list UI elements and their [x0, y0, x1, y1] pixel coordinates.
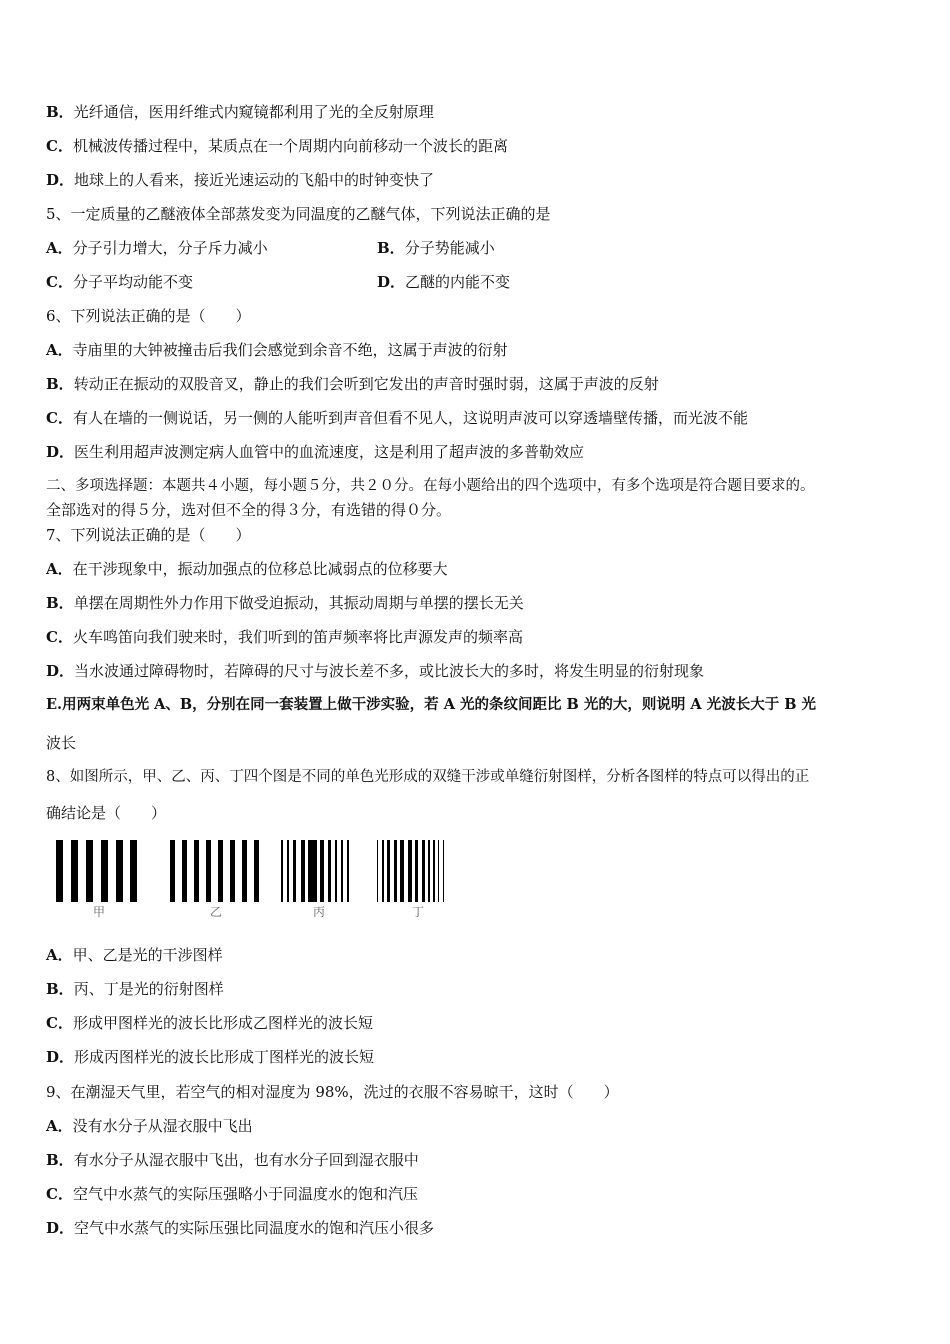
stripe [428, 840, 430, 902]
q4-option-d [46, 170, 434, 190]
q6-option-b [46, 374, 659, 394]
stripe [320, 840, 324, 902]
option-key: C． [46, 628, 73, 646]
figure-label-bing: 丙 [313, 905, 326, 919]
q8-stem-line-2: 确结论是（ ） [46, 804, 167, 822]
option-key: D． [46, 1048, 75, 1066]
q7-option-e-line-1: E.用两束单色光 A、B，分别在同一套装置上做干涉实验，若 A 光的条纹间距比 B 光的大，则说明 A 光波长大于 B 光 [46, 696, 817, 713]
stripe [438, 840, 439, 902]
stripe [443, 840, 444, 902]
stripe [86, 840, 93, 902]
q7-option-c [46, 627, 523, 647]
q5-option-c [46, 273, 193, 291]
option-key: A． [46, 946, 73, 964]
option-text: 分子平均动能不变 [72, 273, 193, 291]
option-text: 机械波传播过程中，某质点在一个周期内向前移动一个波长的距离 [72, 137, 508, 155]
stripe [335, 840, 337, 902]
q7-stem: 7、下列说法正确的是（ ） [46, 526, 251, 544]
stripe [433, 840, 435, 902]
pattern-bing [281, 840, 349, 902]
option-key: B． [46, 594, 74, 612]
stripe [394, 840, 397, 902]
stripe [293, 840, 296, 902]
q7-option-b [46, 593, 524, 613]
option-text: 有水分子从湿衣服中飞出，也有水分子回到湿衣服中 [73, 1151, 419, 1169]
q8-option-a [46, 945, 223, 965]
q5-options-row-2 [46, 272, 906, 292]
option-key: A． [46, 341, 73, 359]
q6-option-d [46, 442, 584, 462]
stripe [116, 840, 123, 902]
option-text: 地球上的人看来，接近光速运动的飞船中的时钟变快了 [74, 171, 435, 189]
stripe [206, 840, 211, 902]
q9-option-b [46, 1150, 419, 1170]
q5-option-b [377, 238, 495, 258]
pattern-yi [170, 840, 259, 902]
q4-option-c [46, 136, 508, 156]
option-key: D． [377, 273, 406, 291]
q9-option-a [46, 1116, 253, 1136]
option-key: A． [46, 1117, 73, 1135]
q5-option-d [377, 272, 510, 292]
stripe [328, 840, 331, 902]
stripe [182, 840, 187, 902]
q6-stem: 6、下列说法正确的是（ ） [46, 307, 251, 325]
option-text: 单摆在周期性外力作用下做受迫振动，其振动周期与单摆的摆长无关 [73, 594, 524, 612]
option-text: 丙、丁是光的衍射图样 [73, 980, 224, 998]
stripe [377, 840, 378, 902]
section2-heading-line-1: 二、多项选择题：本题共４小题，每小题５分，共２０分。在每小题给出的四个选项中，有多个选项是符合题目要求的。 [46, 478, 815, 494]
q5-options-row-1 [46, 238, 906, 258]
q9-option-c [46, 1184, 418, 1204]
stripe [281, 840, 283, 902]
option-text: 形成甲图样光的波长比形成乙图样光的波长短 [72, 1014, 373, 1032]
stripe [400, 840, 404, 902]
option-key: B． [46, 375, 74, 393]
option-text: 转动正在振动的双股音叉，静止的我们会听到它发出的声音时强时弱，这属于声波的反射 [73, 375, 659, 393]
stripe [287, 840, 289, 902]
option-text: 甲、乙是光的干涉图样 [72, 946, 223, 964]
option-text: 乙醚的内能不变 [405, 273, 511, 291]
option-text: 没有水分子从湿衣服中飞出 [72, 1117, 253, 1135]
stripe [218, 840, 223, 902]
option-text: 寺庙里的大钟被撞击后我们会感觉到余音不绝，这属于声波的衍射 [72, 341, 508, 359]
stripe [242, 840, 247, 902]
q4-option-b [46, 102, 434, 122]
option-key: C． [46, 273, 73, 291]
stripe [130, 840, 137, 902]
stripe [301, 840, 305, 902]
option-key: B． [46, 980, 74, 998]
q9-stem: 9、在潮湿天气里，若空气的相对湿度为 98%，洗过的衣服不容易晾干，这时（ ） [46, 1083, 619, 1101]
figure-label-ding: 丁 [412, 905, 425, 919]
stripe [308, 840, 317, 902]
option-key: B． [46, 103, 74, 121]
option-key: A． [46, 560, 73, 578]
q6-option-c [46, 408, 748, 428]
option-text: 空气中水蒸气的实际压强比同温度水的饱和汽压小很多 [74, 1219, 435, 1237]
option-text: 在干涉现象中，振动加强点的位移总比减弱点的位移要大 [72, 560, 448, 578]
stripe [71, 840, 78, 902]
q5-stem: 5、一定质量的乙醚液体全部蒸发变为同温度的乙醚气体，下列说法正确的是 [46, 205, 551, 223]
option-key: D． [46, 443, 75, 461]
option-text: 空气中水蒸气的实际压强略小于同温度水的饱和汽压 [72, 1185, 418, 1203]
q8-stem-line-1: 8、如图所示，甲、乙、丙、丁四个图是不同的单色光形成的双缝干涉或单缝衍射图样，分析各图样的特点可以得出的正 [46, 769, 810, 785]
stripe [254, 840, 259, 902]
q7-option-a [46, 559, 448, 579]
stripe [382, 840, 384, 902]
option-key: A． [46, 239, 73, 257]
stripe [422, 840, 425, 902]
option-text: 分子势能减小 [404, 239, 495, 257]
option-text: 分子引力增大，分子斥力减小 [72, 239, 268, 257]
q8-option-c [46, 1013, 373, 1033]
interference-diffraction-figure [52, 838, 452, 904]
option-text: 医生利用超声波测定病人血管中的血流速度，这是利用了超声波的多普勒效应 [74, 443, 585, 461]
option-text: 光纤通信，医用纤维式内窥镜都利用了光的全反射原理 [73, 103, 434, 121]
stripe [230, 840, 235, 902]
option-key: C． [46, 1014, 73, 1032]
option-key: B． [46, 1151, 74, 1169]
stripe [347, 840, 349, 902]
pattern-jia [56, 840, 137, 902]
q7-option-e-line-2: 波长 [46, 734, 77, 752]
option-key: C． [46, 137, 73, 155]
stripe [341, 840, 343, 902]
stripe [194, 840, 199, 902]
figure-label-yi: 乙 [210, 905, 223, 919]
stripe [101, 840, 108, 902]
option-key: C． [46, 1185, 73, 1203]
stripe [415, 840, 418, 902]
option-key: D． [46, 662, 75, 680]
section2-heading-line-2: 全部选对的得５分，选对但不全的得３分，有选错的得０分。 [46, 501, 452, 519]
option-key: C． [46, 409, 73, 427]
option-text: 当水波通过障碍物时，若障碍的尺寸与波长差不多，或比波长大的多时，将发生明显的衍射现象 [74, 662, 705, 680]
option-text: 火车鸣笛向我们驶来时，我们听到的笛声频率将比声源发声的频率高 [72, 628, 523, 646]
q6-option-a [46, 340, 508, 360]
figure-label-jia: 甲 [93, 905, 106, 919]
stripe [170, 840, 175, 902]
stripe [56, 840, 63, 902]
option-text: 形成丙图样光的波长比形成丁图样光的波长短 [74, 1048, 375, 1066]
option-key: B． [377, 239, 405, 257]
pattern-ding [377, 840, 444, 902]
q5-option-a [46, 239, 268, 257]
option-text: 有人在墙的一侧说话，另一侧的人能听到声音但看不见人，这说明声波可以穿透墙壁传播，而光波不能 [72, 409, 748, 427]
q7-option-d [46, 661, 704, 681]
q9-option-d [46, 1218, 434, 1238]
q8-option-b [46, 979, 224, 999]
option-key: D． [46, 171, 75, 189]
stripe [408, 840, 412, 902]
q8-option-d [46, 1047, 374, 1067]
stripe [387, 840, 390, 902]
option-key: D． [46, 1219, 75, 1237]
